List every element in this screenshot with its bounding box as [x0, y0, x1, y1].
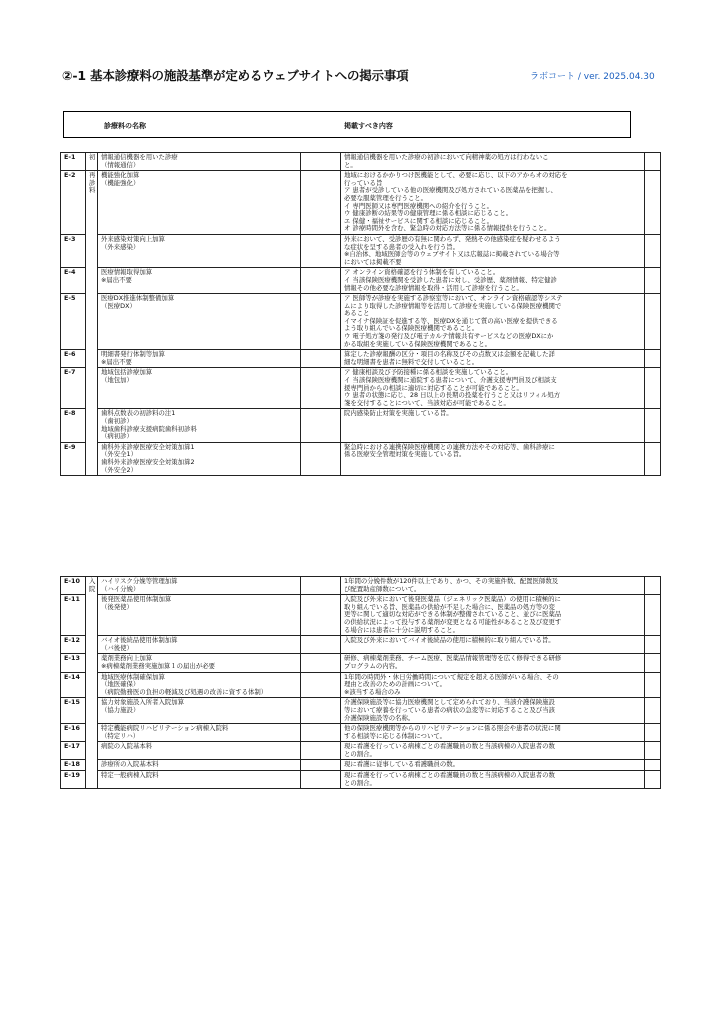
- content-line: 現に看護に従事している看護職員の数。: [344, 760, 460, 769]
- row-fee-name: [98, 442, 301, 475]
- category-char: 初: [89, 153, 96, 161]
- fee-name-line: （外安全1）: [101, 450, 138, 459]
- fee-name-line: 歯科外来診療医療安全対策加算1: [101, 442, 195, 451]
- version-label: ラボコート / ver. 2025.04.30: [530, 72, 655, 82]
- content-line: 入院及び外来においてバイオ後続品の使用に積極的に取り組んでいる旨。: [344, 636, 555, 645]
- row-fee-name: [98, 636, 301, 654]
- fee-name-line: 医療情報取得加算: [101, 268, 153, 277]
- content-line: ムにより取得した診療情報等を活用して診療を実施している保険医療機関で: [344, 301, 562, 310]
- row-code: E-11: [61, 595, 86, 636]
- content-line: ア 健康相談及び予防接種に係る相談を実施していること。: [344, 368, 513, 377]
- row-margin: [645, 368, 661, 409]
- table-row: [61, 294, 661, 350]
- row-fee-name: [98, 409, 301, 442]
- content-line: 等において療養を行っている患者の病状の急変等に対応すること及び当該: [344, 705, 555, 714]
- content-line: 入院及び外来において後発医薬品（ジェネリック医薬品）の使用に積極的に: [344, 595, 561, 604]
- row-margin: [645, 294, 661, 350]
- row-code: E-5: [61, 294, 86, 350]
- content-line: オ 診療時間外を含む、緊急時の対応方法等に係る情報提供を行うこと。: [344, 224, 551, 233]
- row-content: [341, 698, 645, 724]
- row-spacer: [301, 409, 341, 442]
- fee-name-line: 医療DX推進体制整備加算: [101, 294, 175, 303]
- content-line: 他の保険医療機関等からのリハビリテーションに係る照会や患者の状況に関: [344, 724, 561, 733]
- category-char: 院: [89, 584, 96, 593]
- fee-name-line: 地域包括診療加算: [101, 368, 153, 377]
- row-spacer: [301, 771, 341, 789]
- row-spacer: [301, 442, 341, 475]
- table-row: [61, 350, 661, 368]
- content-line: する相談等に応じる体制について。: [344, 731, 446, 740]
- content-line: プログラムの内容。: [344, 661, 402, 670]
- row-code: E-18: [61, 760, 86, 771]
- fee-name-line: 診療所の入院基本料: [101, 760, 159, 769]
- content-line: かる取組を実施している保険医療機関であること。: [344, 339, 491, 348]
- table-row: [61, 698, 661, 724]
- row-code: E-3: [61, 234, 86, 267]
- table-row: [61, 577, 661, 595]
- row-fee-name: [98, 171, 301, 235]
- fee-name-line: （協力施設）: [101, 705, 140, 714]
- row-margin: [645, 698, 661, 724]
- row-spacer: [301, 760, 341, 771]
- row-content: [341, 350, 645, 368]
- table-row: [61, 654, 661, 672]
- row-spacer: [301, 350, 341, 368]
- content-line: な症状を呈する患者の受入れを行う旨。: [344, 242, 460, 251]
- content-line: 更等に関して適切な対応ができる体制が整備されていること、並びに医薬品: [344, 610, 562, 619]
- content-line: 院内感染防止対策を実施している旨。: [344, 409, 453, 418]
- row-content: [341, 577, 645, 595]
- fee-name-line: ハイリスク分娩等管理加算: [101, 577, 178, 585]
- content-line: 行っている旨: [344, 178, 383, 187]
- fee-name-line: 地域医療体制確保加算: [101, 672, 165, 681]
- fee-name-line: 機能強化加算: [101, 171, 140, 180]
- row-margin: [645, 742, 661, 760]
- table-row: [61, 368, 661, 409]
- row-spacer: [301, 724, 341, 742]
- row-fee-name: [98, 724, 301, 742]
- table-row: [61, 595, 661, 636]
- content-line: 細な明細書を患者に無料で交付していること。: [344, 357, 479, 366]
- content-line: 1年間の分娩件数が120件以上であり、かつ、その実施件数、配置医師数及: [344, 577, 559, 585]
- row-margin: [645, 771, 661, 789]
- content-line: イ 当該保険医療機関に通院する患者について、介護支援専門員及び相談支: [344, 376, 557, 385]
- fee-name-line: 協力対象施設入所者入院加算: [101, 698, 185, 707]
- row-margin: [645, 409, 661, 442]
- row-content: [341, 636, 645, 654]
- fee-name-line: 特定機能病院リハビリテーション病棟入院料: [101, 724, 229, 733]
- category-char: 診: [89, 178, 96, 187]
- row-content: [341, 171, 645, 235]
- fee-name-line: （医療DX）: [101, 301, 136, 310]
- category-char: 再: [89, 171, 96, 180]
- row-margin: [645, 577, 661, 595]
- row-fee-name: [98, 742, 301, 760]
- category-char: 入: [89, 577, 96, 585]
- content-line: と。: [344, 160, 357, 169]
- row-category: [86, 153, 98, 171]
- content-line: よう取り組んでいる保険医療機関であること。: [344, 324, 479, 333]
- row-margin: [645, 234, 661, 267]
- row-code: E-8: [61, 409, 86, 442]
- table-row: [61, 760, 661, 771]
- row-code: E-6: [61, 350, 86, 368]
- fee-name-line: （情報通信）: [101, 160, 140, 169]
- row-content: [341, 153, 645, 171]
- fee-table-inpatient: [60, 576, 661, 789]
- table-row: [61, 742, 661, 760]
- content-line: ※該当する場合のみ: [344, 687, 401, 696]
- row-code: E-12: [61, 636, 86, 654]
- row-content: [341, 368, 645, 409]
- row-fee-name: [98, 654, 301, 672]
- content-line: 1年間の時間外・休日労働時間について規定を超える医師がいる場合、その: [344, 672, 559, 681]
- fee-name-line: （病院勤務医の負担の軽減及び処遇の改善に資する体制）: [101, 687, 268, 696]
- table-row: [61, 636, 661, 654]
- row-margin: [645, 350, 661, 368]
- row-content: [341, 268, 645, 294]
- content-line: 情報通信機器を用いた診療の初診において向精神薬の処方は行わないこ: [344, 153, 549, 161]
- row-fee-name: [98, 672, 301, 698]
- fee-name-line: 薬剤業務向上加算: [101, 654, 153, 663]
- fee-name-line: バイオ後続品使用体制加算: [101, 636, 178, 645]
- fee-name-line: （後発使）: [101, 602, 133, 611]
- table-row: [61, 234, 661, 267]
- row-margin: [645, 672, 661, 698]
- content-line: ア 患者が受診している他の医療機関及び処方されている医薬品を把握し、: [344, 186, 557, 195]
- row-spacer: [301, 268, 341, 294]
- row-content: [341, 672, 645, 698]
- row-spacer: [301, 595, 341, 636]
- table-row: [61, 153, 661, 171]
- content-line: 情報その他必要な診療情報を取得・活用して診療を行うこと。: [344, 283, 523, 292]
- row-code: E-17: [61, 742, 86, 760]
- content-line: 地域におけるかかりつけ医機能として、必要に応じ、以下のアからオの対応を: [344, 171, 568, 180]
- content-line: の供給状況によって投与する薬剤が変更となる可能性があること及び変更す: [344, 617, 562, 626]
- row-content: [341, 742, 645, 760]
- fee-table-basic: [60, 152, 661, 476]
- content-line: る場合には患者に十分に説明すること。: [344, 625, 460, 634]
- fee-name-line: 情報通信機器を用いた診療: [101, 153, 178, 161]
- fee-name-line: 病院の入院基本料: [101, 742, 153, 751]
- row-margin: [645, 760, 661, 771]
- row-code: E-14: [61, 672, 86, 698]
- content-line: 緊急時における連携保険医療機関との連携方法やその対応等、歯科診療に: [344, 442, 555, 451]
- content-line: ウ 電子処方箋の発行及び電子カルテ情報共有サービスなどの医療DXにか: [344, 332, 554, 341]
- content-line: 研修、病棟薬剤業務、チーム医療、医薬品情報管理等を広く修得できる研修: [344, 654, 562, 663]
- fee-name-line: （機能強化）: [101, 178, 140, 187]
- row-fee-name: [98, 368, 301, 409]
- content-line: 理由と改善のための計画について。: [344, 680, 446, 689]
- row-code: E-2: [61, 171, 86, 235]
- content-line: び配置助産師数について。: [344, 584, 421, 593]
- fee-name-line: 歯科点数表の初診料の注1: [101, 409, 176, 418]
- row-content: [341, 654, 645, 672]
- content-line: との割合。: [344, 778, 376, 787]
- content-line: イ 当該保険医療機関を受診した患者に対し、受診歴、薬剤情報、特定健診: [344, 275, 557, 284]
- row-fee-name: [98, 268, 301, 294]
- content-line: 現に看護を行っている病棟ごとの看護職員の数と当該病棟の入院患者の数: [344, 742, 555, 751]
- content-line: あること: [344, 309, 370, 318]
- fee-name-line: 後発医薬品使用体制加算: [101, 595, 172, 604]
- row-spacer: [301, 153, 341, 171]
- content-line: においては掲載不要: [344, 257, 402, 266]
- row-code: E-1: [61, 153, 86, 171]
- page-title: ②-1 基本診療料の施設基準が定めるウェブサイトへの掲示事項: [62, 68, 409, 83]
- table-row: [61, 672, 661, 698]
- row-content: [341, 409, 645, 442]
- row-margin: [645, 442, 661, 475]
- row-content: [341, 595, 645, 636]
- content-line: 介護保険施設等の名称。: [344, 713, 415, 722]
- row-spacer: [301, 698, 341, 724]
- content-line: ア 医師等が診療を実施する診察室等において、オンライン資格確認等システ: [344, 294, 563, 303]
- table-row: [61, 724, 661, 742]
- column-header-bar: [63, 111, 631, 138]
- content-line: ア オンライン資格確認を行う体制を有していること。: [344, 268, 500, 277]
- row-margin: [645, 654, 661, 672]
- row-content: [341, 724, 645, 742]
- fee-name-line: 外来感染対策向上加算: [101, 234, 165, 243]
- row-content: [341, 771, 645, 789]
- row-content: [341, 442, 645, 475]
- content-line: 必要な服薬管理を行うこと。: [344, 193, 428, 202]
- fee-name-line: 地域歯科診療支援病院歯科初診料: [101, 424, 197, 433]
- row-spacer: [301, 294, 341, 350]
- row-category: [86, 577, 98, 789]
- row-margin: [645, 171, 661, 235]
- content-line: との割合。: [344, 749, 376, 758]
- row-margin: [645, 153, 661, 171]
- row-fee-name: [98, 294, 301, 350]
- table-row: [61, 442, 661, 475]
- fee-name-line: 歯科外来診療医療安全対策加算2: [101, 457, 195, 466]
- row-fee-name: [98, 153, 301, 171]
- row-code: E-4: [61, 268, 86, 294]
- row-code: E-7: [61, 368, 86, 409]
- row-spacer: [301, 654, 341, 672]
- fee-name-line: ※届出不要: [101, 357, 132, 366]
- table-row: [61, 409, 661, 442]
- row-margin: [645, 268, 661, 294]
- row-fee-name: [98, 577, 301, 595]
- row-spacer: [301, 636, 341, 654]
- row-code: E-19: [61, 771, 86, 789]
- fee-name-line: （特定リハ）: [101, 731, 140, 740]
- content-line: イマイナ保険証を促進する等、医療DXを通じて質の高い医療を提供できる: [344, 316, 558, 325]
- fee-name-line: ※届出不要: [101, 275, 132, 284]
- content-line: 援専門員からの相談に適切に対応することが可能であること。: [344, 383, 523, 392]
- fee-name-line: （ハイ分娩）: [101, 584, 140, 593]
- row-code: E-10: [61, 577, 86, 595]
- content-line: 外来において、受診歴の有無に関わらず、発熱その他感染症を疑わせるよう: [344, 234, 561, 243]
- row-fee-name: [98, 760, 301, 771]
- content-line: 算定した診療報酬の区分・項目の名称及びその点数又は金額を記載した詳: [344, 350, 555, 359]
- table-row: [61, 268, 661, 294]
- row-fee-name: [98, 771, 301, 789]
- content-line: 取り組んでいる旨、医薬品の供給が不足した場合に、医薬品の処方等の変: [344, 602, 555, 611]
- content-line: 介護保険施設等に協力医療機関として定められており、当該介護保険施設: [344, 698, 555, 707]
- row-spacer: [301, 577, 341, 595]
- row-margin: [645, 724, 661, 742]
- row-content: [341, 234, 645, 267]
- row-spacer: [301, 672, 341, 698]
- row-spacer: [301, 234, 341, 267]
- fee-name-line: （地医確保）: [101, 680, 140, 689]
- fee-name-line: （病初診）: [101, 432, 133, 441]
- content-line: イ 専門医師又は専門医療機関への紹介を行うこと。: [344, 201, 494, 210]
- row-fee-name: [98, 350, 301, 368]
- content-line: ウ 健康診断の結果等の健康管理に係る相談に応じること。: [344, 209, 513, 218]
- fee-name-line: 特定一般病棟入院料: [101, 771, 159, 780]
- content-line: 現に看護を行っている病棟ごとの看護職員の数と当該病棟の入院患者の数: [344, 771, 555, 780]
- row-fee-name: [98, 698, 301, 724]
- fee-name-line: ※病棟薬剤業務実施加算１の届出が必要: [101, 661, 215, 670]
- column-header-name: 診療料の名称: [104, 122, 146, 130]
- table-row: [61, 171, 661, 235]
- row-category: [86, 171, 98, 476]
- category-char: 料: [89, 186, 96, 195]
- row-margin: [645, 636, 661, 654]
- row-code: E-15: [61, 698, 86, 724]
- fee-name-line: （外安全2）: [101, 465, 138, 474]
- content-line: ※自治体、地域医師会等のウェブサイト又は広報誌に掲載されている場合等: [344, 250, 560, 259]
- content-line: エ 保健・福祉サービスに関する相談に応じること。: [344, 216, 494, 225]
- fee-name-line: （外来感染）: [101, 242, 140, 251]
- fee-name-line: （バ後使）: [101, 643, 133, 652]
- fee-name-line: （歯初診）: [101, 417, 133, 425]
- row-fee-name: [98, 234, 301, 267]
- row-spacer: [301, 742, 341, 760]
- content-line: 係る医療安全管理対策を実施している旨。: [344, 450, 466, 459]
- content-line: 箋を交付することについて、当該対応が可能であること。: [344, 398, 510, 407]
- row-spacer: [301, 171, 341, 235]
- content-line: ウ 患者の状態に応じ、28 日以上の長期の投薬を行うこと又はリフィル処方: [344, 391, 561, 400]
- row-code: E-16: [61, 724, 86, 742]
- column-header-content: 掲載すべき内容: [344, 122, 393, 130]
- row-fee-name: [98, 595, 301, 636]
- row-content: [341, 294, 645, 350]
- row-spacer: [301, 368, 341, 409]
- fee-name-line: （地包加）: [101, 376, 133, 385]
- row-code: E-13: [61, 654, 86, 672]
- row-code: E-9: [61, 442, 86, 475]
- table-row: [61, 771, 661, 789]
- row-margin: [645, 595, 661, 636]
- fee-name-line: 明細書発行体制等加算: [101, 350, 165, 359]
- row-content: [341, 760, 645, 771]
